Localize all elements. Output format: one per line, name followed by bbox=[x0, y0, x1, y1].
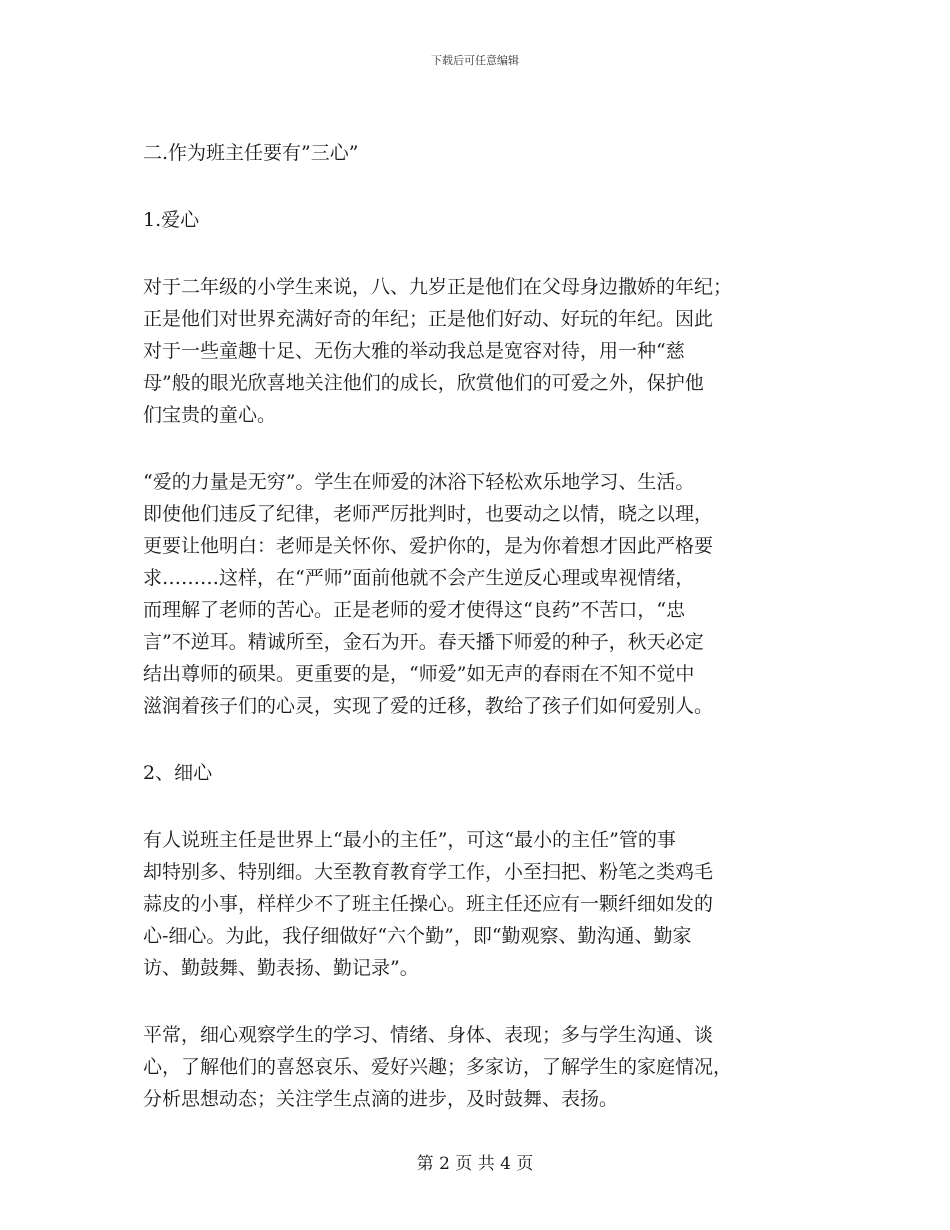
text-line: 更要让他明白：老师是关怀你、爱护你的，是为你着想才因此严格要 bbox=[143, 535, 714, 557]
text-line: 母”般的眼光欣喜地关注他们的成长，欣赏他们的可爱之外，保护他 bbox=[143, 372, 704, 394]
page-header: 下载后可任意编辑 bbox=[431, 54, 519, 67]
text-line: 结出尊师的硕果。更重要的是，“师爱”如无声的春雨在不知不觉中 bbox=[143, 663, 695, 685]
paragraph bbox=[143, 466, 815, 722]
text-line: 二.作为班主任要有”三心” bbox=[143, 142, 359, 164]
text-line: 2、细心 bbox=[143, 762, 213, 784]
text-line: 求………这样，在“严师”面前他就不会产生逆反心理或卑视情绪， bbox=[143, 567, 695, 589]
paragraph bbox=[143, 1019, 815, 1115]
page-content bbox=[143, 137, 815, 1150]
section-heading bbox=[143, 137, 815, 169]
text-line: 们宝贵的童心。 bbox=[143, 404, 277, 426]
text-line: 蒜皮的小事，样样少不了班主任操心。班主任还应有一颗纤细如发的 bbox=[143, 893, 714, 915]
text-line: “爱的力量是无穷”。学生在师爱的沐浴下轻松欢乐地学习、生活。 bbox=[143, 471, 695, 493]
text-line: 对于二年级的小学生来说，八、九岁正是他们在父母身边撒娇的年纪； bbox=[143, 276, 733, 298]
paragraph bbox=[143, 824, 815, 984]
text-line: 分析思想动态；关注学生点滴的进步，及时鼓舞、表扬。 bbox=[143, 1088, 619, 1110]
text-line: 对于一些童趣十足、无伤大雅的举动我总是宽容对待，用一种“慈 bbox=[143, 340, 685, 362]
text-line: 正是他们对世界充满好奇的年纪；正是他们好动、好玩的年纪。因此 bbox=[143, 308, 714, 330]
page-footer: 第 2 页 共 4 页 bbox=[416, 1154, 534, 1174]
section-heading bbox=[143, 757, 815, 789]
text-line: 言”不逆耳。精诚所至，金石为开。春天播下师爱的种子，秋天必定 bbox=[143, 631, 704, 653]
text-line: 即使他们违反了纪律，老师严厉批判时，也要动之以情，晓之以理， bbox=[143, 503, 714, 525]
text-line: 平常，细心观察学生的学习、情绪、身体、表现；多与学生沟通、谈 bbox=[143, 1024, 714, 1046]
text-line: 有人说班主任是世界上“最小的主任”，可这“最小的主任”管的事 bbox=[143, 829, 676, 851]
text-line: 心-细心。为此，我仔细做好“六个勤”，即“勤观察、勤沟通、勤家 bbox=[143, 925, 692, 947]
text-line: 访、勤鼓舞、勤表扬、勤记录”。 bbox=[143, 957, 419, 979]
text-line: 心，了解他们的喜怒哀乐、爱好兴趣；多家访，了解学生的家庭情况， bbox=[143, 1056, 733, 1078]
text-line: 而理解了老师的苦心。正是老师的爱才使得这“良药”不苦口，“忠 bbox=[143, 599, 686, 621]
section-heading bbox=[143, 204, 815, 236]
text-line: 1.爱心 bbox=[143, 209, 200, 231]
text-line: 却特别多、特别细。大至教育教育学工作，小至扫把、粉笔之类鸡毛 bbox=[143, 861, 714, 883]
paragraph bbox=[143, 271, 815, 431]
text-line: 滋润着孩子们的心灵，实现了爱的迁移，教给了孩子们如何爱别人。 bbox=[143, 695, 714, 717]
